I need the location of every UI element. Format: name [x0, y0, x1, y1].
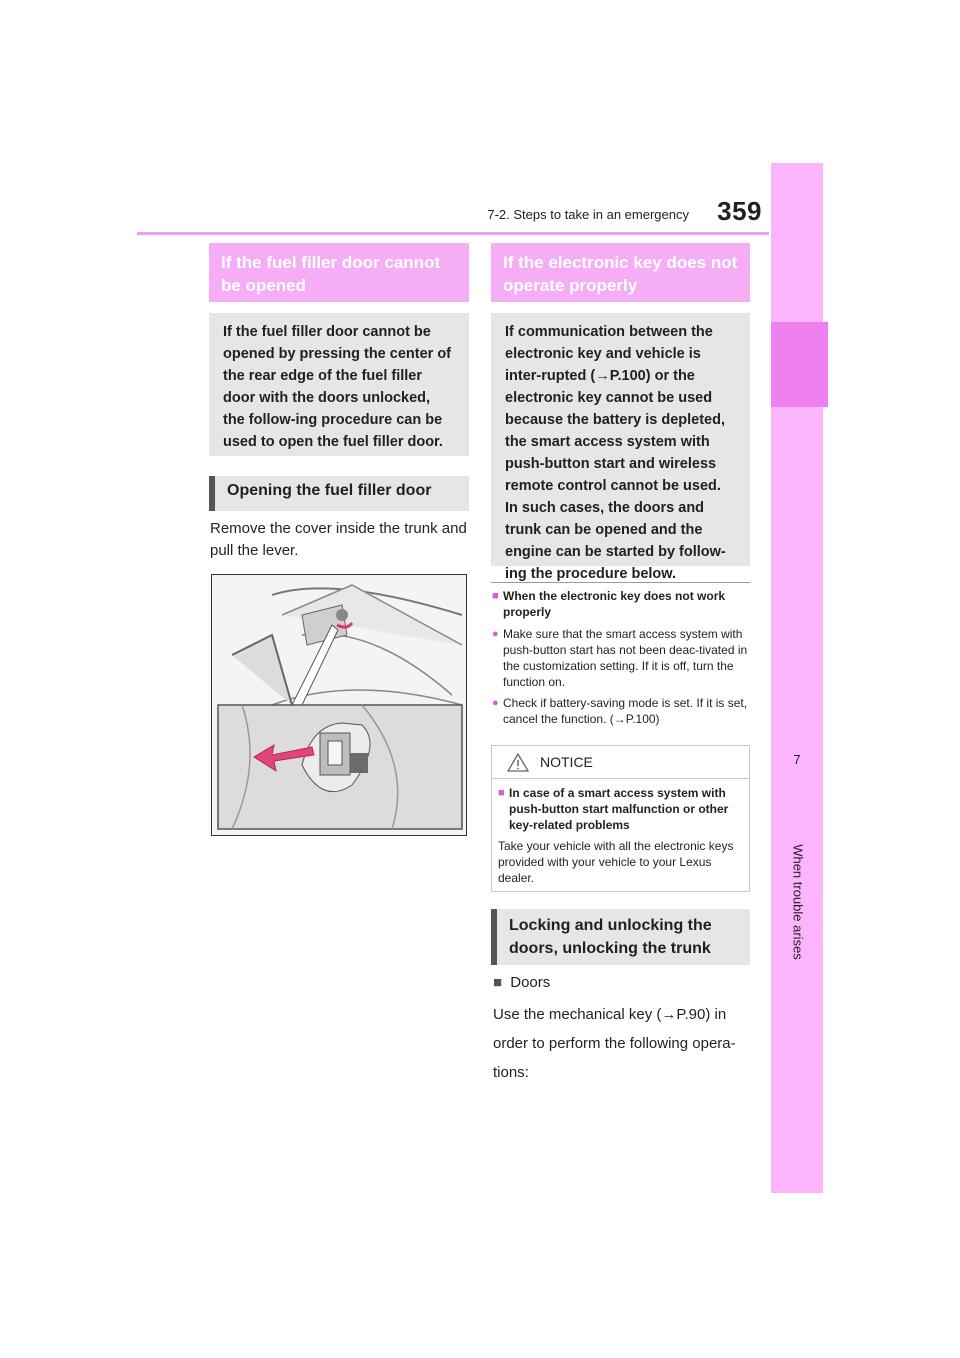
fuel-filler-lever-illustration: [211, 574, 467, 836]
circle-bullet-icon: ●: [492, 697, 499, 709]
section-title-line: be opened: [221, 276, 307, 295]
square-bullet-icon: ■: [493, 974, 503, 991]
subheading-line: doors, unlocking the trunk: [509, 940, 711, 957]
chapter-title: [770, 832, 826, 972]
fuel-door-section-title: [209, 243, 469, 302]
notice-body: [492, 779, 749, 886]
section-title-line: If the fuel filler door cannot: [221, 253, 441, 272]
chapter-tab-strip: [771, 163, 823, 1193]
note-bullet-text: Make sure that the smart access system with push-button start has not been deac-tivated in the customization setting. If it is off, turn the function on.: [503, 627, 748, 689]
section-title-line: If the electronic key does not: [503, 253, 738, 272]
notice-title: NOTICE: [540, 754, 593, 770]
running-header-section: 7-2. Steps to take in an emergency: [487, 207, 689, 222]
fuel-door-intro-text: If the fuel filler door cannot be opened by pressing the center of the rear edge of the fuel filler door with the doors unlocked, the follow-ing procedure can be used to open the fuel filler door.: [223, 324, 452, 450]
chapter-number: 7: [793, 752, 801, 767]
circle-bullet-icon: ●: [492, 628, 499, 640]
notice-text: Take your vehicle with all the electronic keys provided with your vehicle to your Lexus dealer.: [498, 839, 734, 885]
notice-heading-text: In case of a smart access system with push-button start malfunction or other key-related problems: [509, 786, 729, 832]
chapter-tab-marker: [771, 322, 828, 407]
header-rule: [137, 232, 769, 235]
electronic-key-intro-text: If communication between the electronic key and vehicle is inter-rupted (→P.100) or the electronic key cannot be used because the battery is depleted, the smart access system with push-button start and wireless remote control cannot be used. In such cases, the doors and trunk can be opened and the engine can be started by follow-ing the procedure below.: [505, 324, 726, 582]
note-heading-text: When the electronic key does not work properly: [503, 589, 726, 619]
section-title-line: operate properly: [503, 276, 638, 295]
note-bullet: [492, 695, 750, 727]
note-bullet: [492, 626, 750, 690]
trunk-lever-drawing: [212, 575, 466, 835]
locking-unlocking-subheading: [491, 909, 750, 965]
key-note-block: [492, 588, 750, 727]
notice-box: [491, 745, 750, 892]
doors-text: Use the mechanical key (→P.90) in order to perform the following opera-tions:: [493, 1006, 736, 1081]
notice-header: [492, 746, 749, 779]
chapter-title-text: When trouble arises: [790, 844, 806, 960]
note-heading: [492, 588, 750, 620]
square-bullet-icon: ■: [498, 787, 505, 799]
opening-fuel-door-subheading: Opening the fuel filler door: [209, 476, 469, 511]
fuel-door-intro-box: [209, 313, 469, 456]
square-bullet-icon: ■: [492, 590, 499, 602]
electronic-key-section-title: [491, 243, 750, 302]
electronic-key-intro-box: [491, 313, 750, 582]
fuel-door-instruction: Remove the cover inside the trunk and pull the lever.: [210, 520, 467, 559]
warning-triangle-icon: [507, 753, 529, 772]
notice-heading: [498, 785, 743, 833]
doors-heading-text: Doors: [510, 974, 551, 991]
subheading-line: Locking and unlocking the: [509, 917, 712, 934]
page-number: 359: [717, 196, 762, 226]
note-divider: [491, 582, 750, 583]
note-bullet-text: Check if battery-saving mode is set. If it is set, cancel the function. (→P.100): [503, 696, 748, 726]
doors-heading: [493, 972, 750, 994]
